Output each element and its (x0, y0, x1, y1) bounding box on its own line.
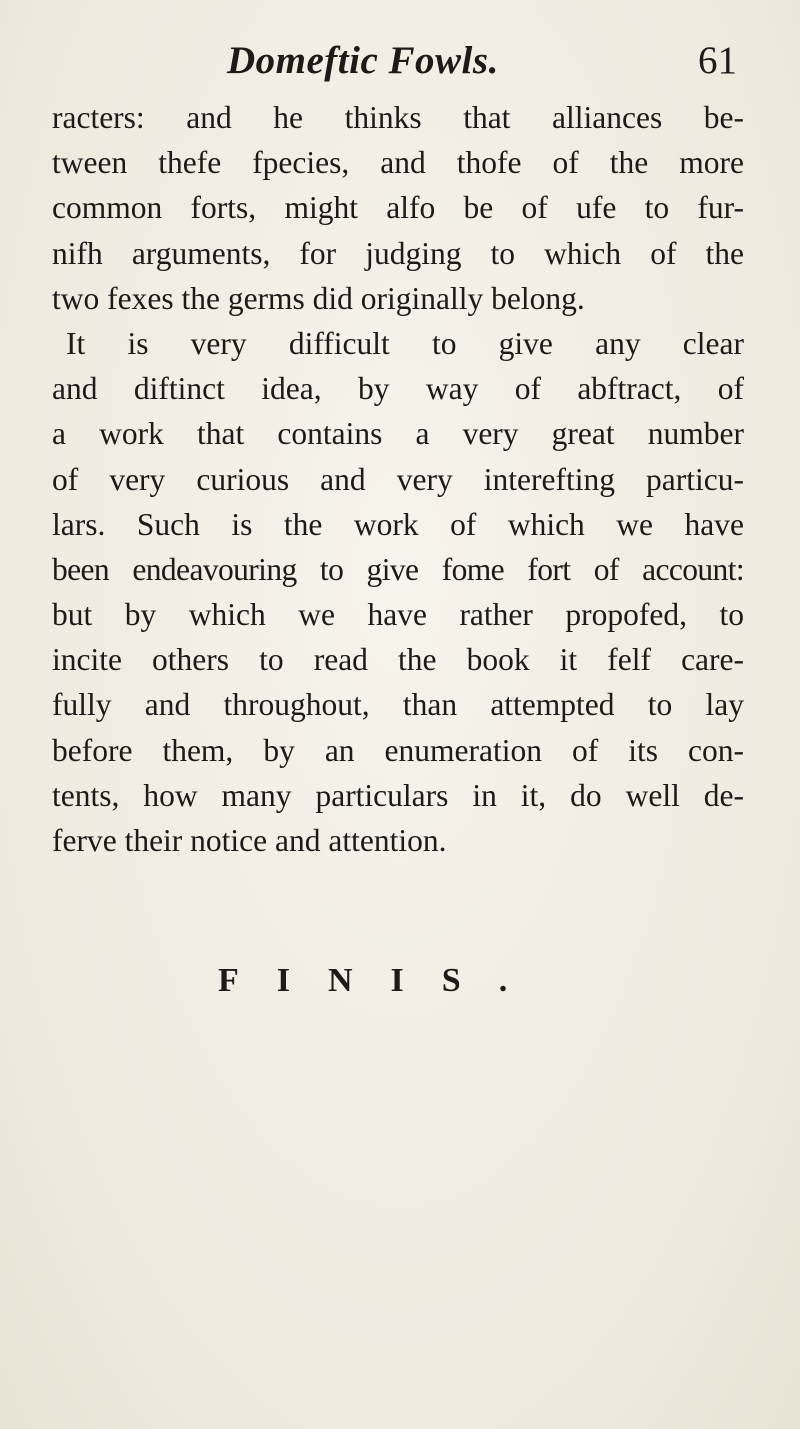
text-line: racters: and he thinks that alliances be- (52, 100, 744, 135)
text-line: tween thefe fpecies, and thofe of the more (52, 145, 744, 181)
text-line: incite others to read the book it felf care- (52, 642, 744, 678)
body-text (52, 95, 744, 863)
running-head-title: Domeftic Fowls. (227, 39, 499, 82)
finis-heading: FINIS. (218, 962, 546, 999)
text-line: tents, how many particulars in it, do well de- (52, 777, 744, 813)
running-head (52, 38, 752, 94)
text-line: before them, by an enumeration of its con- (52, 732, 744, 768)
page-number: 61 (698, 39, 737, 82)
text-line: of very curious and very interefting particu- (52, 461, 744, 497)
text-line: two fexes the germs did originally belong. (52, 280, 585, 316)
text-line: nifh arguments, for judging to which of the (52, 235, 744, 271)
text-line: ferve their notice and attention. (52, 823, 447, 858)
text-line: and diftinct idea, by way of abftract, of (52, 371, 744, 407)
text-line: a work that contains a very great number (52, 416, 744, 452)
text-line: but by which we have rather propofed, to (52, 597, 744, 633)
text-line: It is very difficult to give any clear (66, 325, 744, 361)
text-line: common forts, might alfo be of ufe to fur- (52, 190, 744, 226)
text-line: been endeavouring to give fome fort of account: (52, 551, 744, 587)
text-line: fully and throughout, than attempted to lay (52, 687, 744, 723)
text-line: lars. Such is the work of which we have (52, 506, 744, 542)
